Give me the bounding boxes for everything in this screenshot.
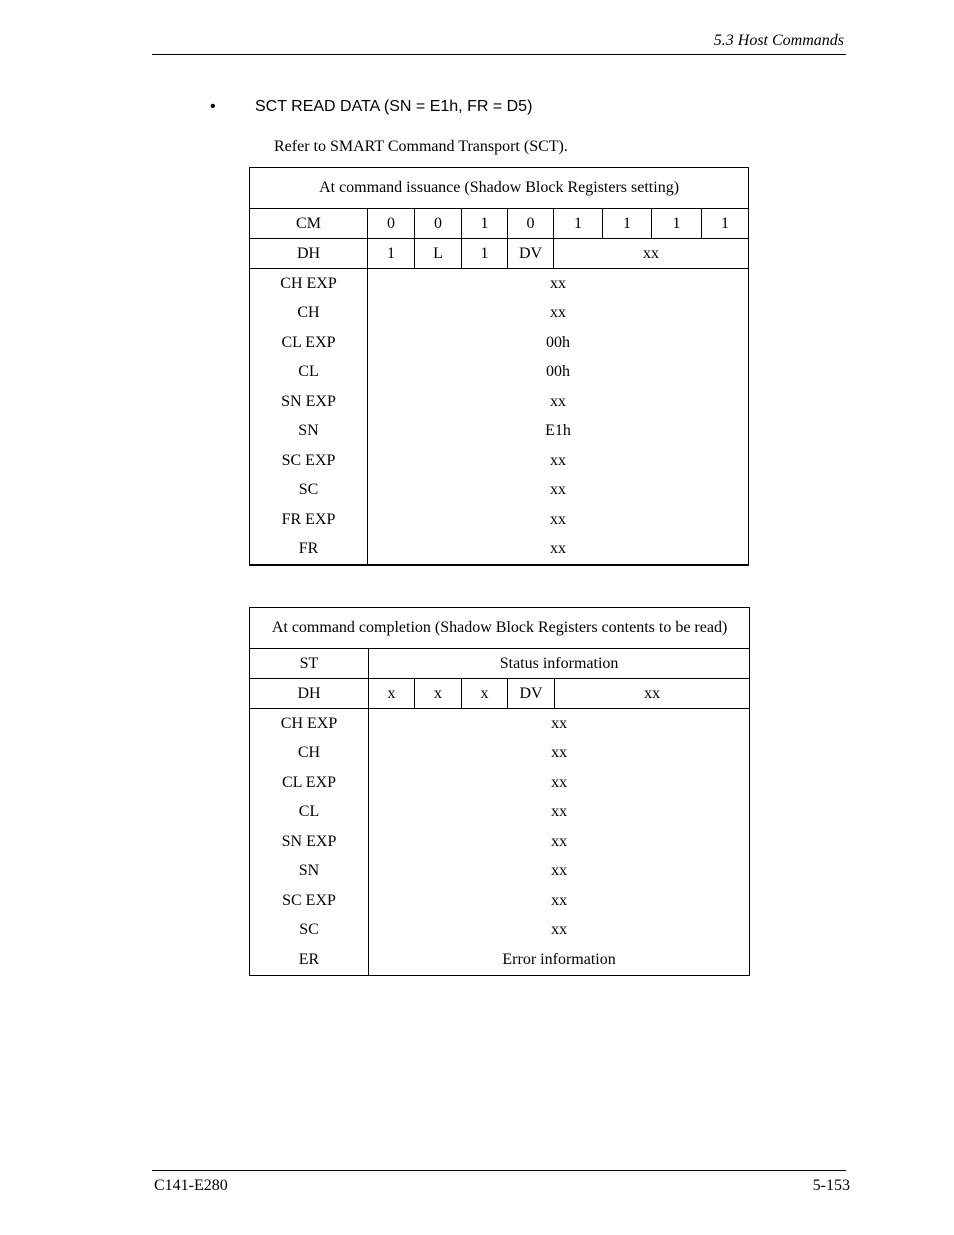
- dh-row: [250, 679, 750, 709]
- register-value: xx: [369, 886, 750, 916]
- register-value: xx: [369, 827, 750, 857]
- page-number: 5-153: [812, 1177, 850, 1194]
- register-label: ST: [250, 649, 369, 679]
- register-label: CH EXP: [250, 269, 368, 299]
- st-row: [250, 649, 750, 679]
- table-row: [250, 299, 749, 329]
- running-header: 5.3 Host Commands: [713, 32, 844, 49]
- bit-cell: 1: [603, 209, 652, 239]
- table-row: [250, 535, 749, 566]
- table-row: [250, 798, 750, 828]
- table-row: [250, 709, 750, 739]
- table-row: [250, 886, 750, 916]
- table-row: [250, 476, 749, 506]
- register-value: xx: [368, 387, 749, 417]
- register-value: xx: [369, 709, 750, 739]
- register-value: Status information: [369, 649, 750, 679]
- table-row: [250, 739, 750, 769]
- completion-table: [249, 607, 750, 976]
- register-label: DH: [250, 239, 368, 269]
- register-label: SC: [250, 476, 368, 506]
- register-value: xx: [368, 476, 749, 506]
- register-value: xx: [368, 505, 749, 535]
- register-label: FR: [250, 535, 368, 566]
- register-label: CH: [250, 299, 368, 329]
- table-row: [250, 916, 750, 946]
- register-label: SN EXP: [250, 827, 369, 857]
- table-row: [250, 768, 750, 798]
- dh-rest-cell: xx: [555, 679, 750, 709]
- bit-cell: x: [415, 679, 462, 709]
- register-label: DH: [250, 679, 369, 709]
- cm-row: [250, 209, 749, 239]
- register-value: xx: [369, 857, 750, 887]
- bit-cell: DV: [508, 239, 554, 269]
- register-label: SN: [250, 417, 368, 447]
- table-row: [250, 269, 749, 299]
- register-value: xx: [369, 798, 750, 828]
- bit-cell: 0: [368, 209, 415, 239]
- bit-cell: 0: [415, 209, 462, 239]
- bit-cell: 1: [462, 209, 508, 239]
- register-value: 00h: [368, 358, 749, 388]
- register-label: CL: [250, 798, 369, 828]
- register-label: SN EXP: [250, 387, 368, 417]
- register-label: CM: [250, 209, 368, 239]
- bit-cell: 1: [554, 209, 603, 239]
- bit-cell: 1: [462, 239, 508, 269]
- register-value: xx: [368, 269, 749, 299]
- table-row: [250, 945, 750, 975]
- register-label: SN: [250, 857, 369, 887]
- register-value: xx: [368, 446, 749, 476]
- bit-cell: x: [369, 679, 415, 709]
- register-label: SC EXP: [250, 446, 368, 476]
- table-row: [250, 827, 750, 857]
- register-value: xx: [369, 768, 750, 798]
- register-label: CL EXP: [250, 328, 368, 358]
- table-row: [250, 446, 749, 476]
- register-label: CH: [250, 739, 369, 769]
- register-label: CH EXP: [250, 709, 369, 739]
- table-row: [250, 358, 749, 388]
- table-row: [250, 857, 750, 887]
- bit-cell: 1: [368, 239, 415, 269]
- bit-cell: 1: [702, 209, 749, 239]
- document-id: C141-E280: [154, 1177, 228, 1194]
- command-heading: SCT READ DATA (SN = E1h, FR = D5): [255, 98, 533, 115]
- bit-cell: 1: [652, 209, 702, 239]
- register-label: FR EXP: [250, 505, 368, 535]
- register-value: xx: [368, 535, 749, 566]
- issuance-table: [249, 167, 749, 566]
- bit-cell: DV: [508, 679, 555, 709]
- table-row: [250, 505, 749, 535]
- table-row: [250, 328, 749, 358]
- register-value: xx: [369, 739, 750, 769]
- completion-title: At command completion (Shadow Block Registers contents to be read): [250, 608, 750, 649]
- bit-cell: x: [462, 679, 508, 709]
- dh-rest-cell: xx: [554, 239, 749, 269]
- bit-cell: 0: [508, 209, 554, 239]
- table-row: [250, 387, 749, 417]
- register-value: xx: [369, 916, 750, 946]
- table-row: [250, 417, 749, 447]
- bullet-icon: •: [210, 98, 216, 115]
- footer-rule: [152, 1170, 846, 1171]
- register-value: E1h: [368, 417, 749, 447]
- dh-row: [250, 239, 749, 269]
- bit-cell: L: [415, 239, 462, 269]
- issuance-title: At command issuance (Shadow Block Registers setting): [250, 168, 749, 209]
- register-label: CL: [250, 358, 368, 388]
- register-value: xx: [368, 299, 749, 329]
- register-label: ER: [250, 945, 369, 975]
- register-value: Error information: [369, 945, 750, 975]
- intro-text: Refer to SMART Command Transport (SCT).: [274, 138, 568, 155]
- register-label: SC EXP: [250, 886, 369, 916]
- register-value: 00h: [368, 328, 749, 358]
- register-label: CL EXP: [250, 768, 369, 798]
- header-rule: [152, 54, 846, 55]
- register-label: SC: [250, 916, 369, 946]
